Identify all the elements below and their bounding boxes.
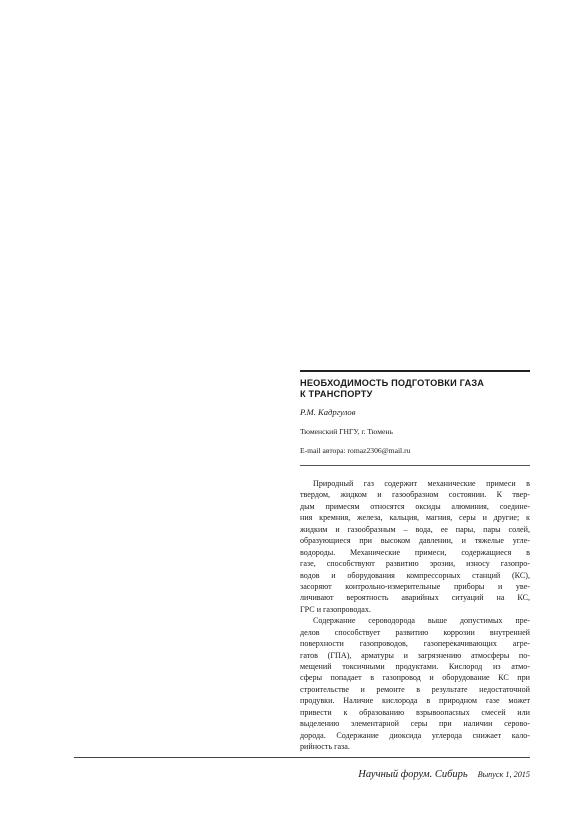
body-line: сферы попадает в газопровод и оборудование КС при: [300, 673, 530, 683]
issue-info: Выпуск 1, 2015: [477, 770, 530, 779]
body-line: ГРС и газопроводах.: [300, 604, 371, 614]
footer-rule: [74, 757, 530, 758]
journal-name: Научный форум. Сибирь: [358, 769, 468, 780]
body-line: дым примесям относятся оксиды алюминия, соедине-: [300, 501, 530, 511]
page-footer: [358, 764, 530, 782]
body-line: строительстве и ремонте в результате недостаточной: [300, 684, 530, 694]
body-line: делов способствует развитию коррозии внутренней: [300, 627, 530, 637]
body-line: мещений токсичными продуктами. Кислород из атмо-: [300, 662, 530, 671]
body-line: привести к образованию взрывоопасных смесей или: [300, 707, 530, 717]
body-line: засоряют контрольно-измерительные приборы и уве-: [300, 581, 530, 591]
article-title: [300, 378, 530, 400]
article-body: [300, 478, 530, 753]
header-separator-rule: [300, 465, 530, 466]
body-line: водов и оборудования компрессорных станций (КС),: [300, 570, 530, 580]
article-title-line-1: НЕОБХОДИМОСТЬ ПОДГОТОВКИ ГАЗА: [300, 378, 485, 388]
article-affiliation: Тюменский ГНГУ, г. Тюмень: [300, 427, 393, 436]
body-line: жидким и газообразным – вода, ее пары, пары солей,: [300, 524, 530, 534]
article-title-line-2: К ТРАНСПОРТУ: [300, 389, 373, 399]
article-author: Р.М. Кадргулов: [300, 407, 356, 417]
body-line: ния кремния, железа, кальция, магния, серы и другие; к: [300, 513, 530, 523]
title-top-rule: [300, 370, 530, 372]
body-line: дорода. Содержание диоксида углерода снижает кало-: [300, 730, 530, 740]
body-line: твердом, жидком и газообразном состоянии. К твер-: [300, 490, 530, 500]
body-line: личивают вероятность аварийных ситуаций на КС,: [300, 593, 530, 603]
body-line: выделению элементарной серы при наличии серово-: [300, 719, 530, 729]
body-line: продувки. Наличие кислорода в природном газе может: [300, 696, 530, 706]
body-line: образующиеся при высоком давлении, и тяжелые угле-: [300, 536, 530, 546]
body-line: поверхности газопроводов, газоперекачивающих агре-: [300, 639, 530, 649]
article-email: E-mail автора: romaz2306@mail.ru: [300, 446, 411, 455]
body-line: водороды. Механические примеси, содержащиеся в: [300, 547, 530, 557]
body-line: Содержание сероводорода выше допустимых пре-: [313, 616, 530, 626]
body-line: газе, способствуют развитию эрозии, износу газопро-: [300, 559, 530, 569]
body-line: Природный газ содержит механические примеси в: [313, 479, 530, 488]
body-line: гатов (ГПА), арматуры и загрязнению атмосферы по-: [300, 650, 530, 660]
body-line: рийность газа.: [300, 742, 350, 752]
